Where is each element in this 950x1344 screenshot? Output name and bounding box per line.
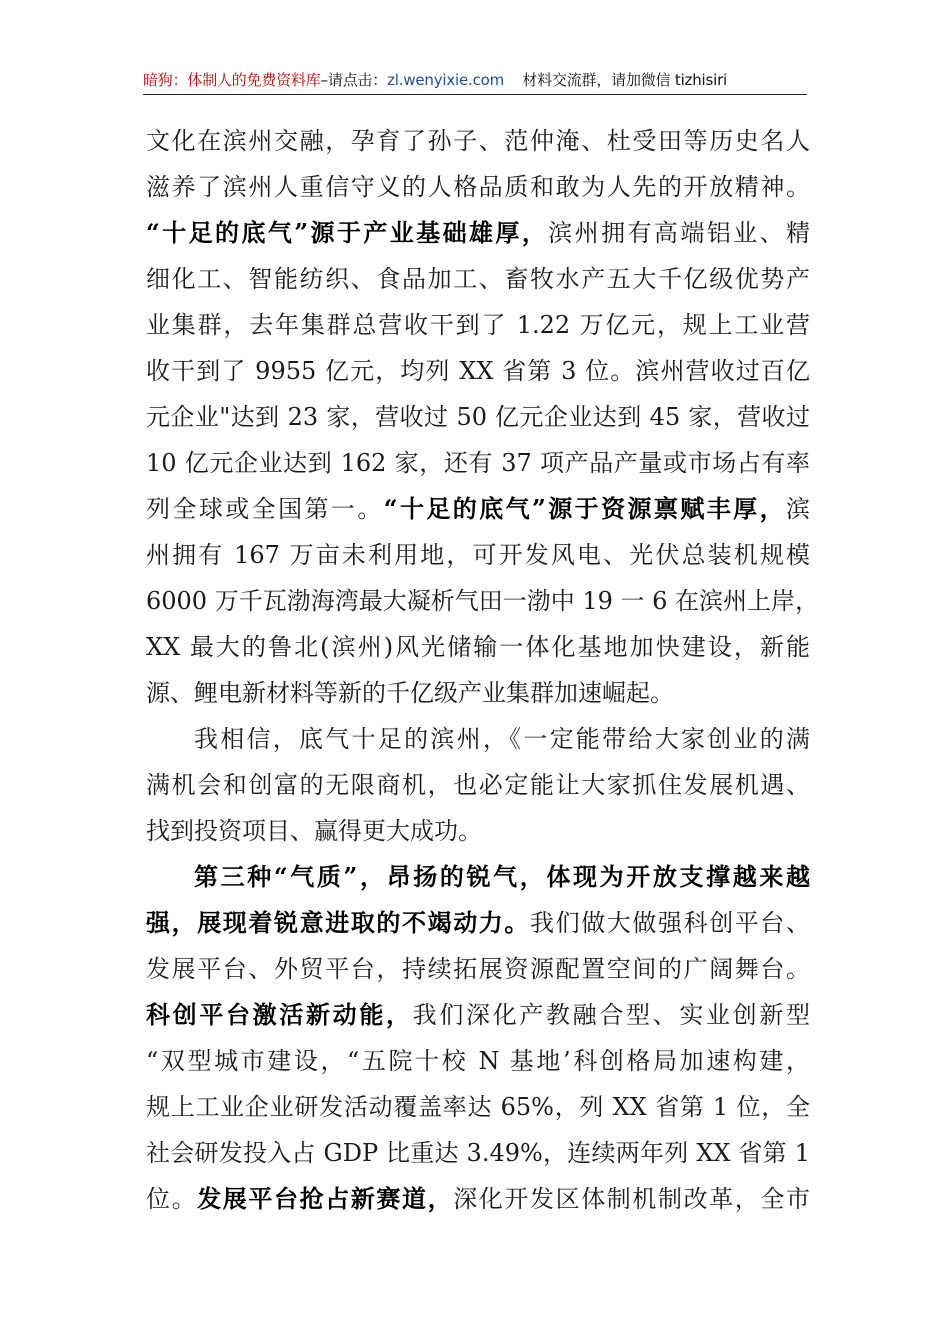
text-span: 滨 xyxy=(786,495,811,523)
text-line: 业集群，去年集群总营收干到了 1.22 万亿元，规上工业营 xyxy=(146,311,810,339)
bold-phrase: 第三种“气质”，昂扬的锐气，体现为开放支撑越来越 xyxy=(194,862,810,891)
text-line: 细化工、智能纺织、食品加工、畜牧水产五大千亿级优势产 xyxy=(146,265,810,293)
header-click-label: –请点击： xyxy=(320,71,388,89)
bold-phrase: 强，展现着锐意进取的不竭动力。 xyxy=(146,908,530,937)
text-line: 源、鲤电新材料等新的千亿级产业集群加速崛起。 xyxy=(146,679,674,707)
text-line: 收干到了 9955 亿元，均列 XX 省第 3 位。滨州营收过百亿 xyxy=(146,357,810,385)
text-line xyxy=(146,900,810,946)
bold-phrase: 发展平台抢占新赛道， xyxy=(197,1184,454,1213)
text-span: 我们深化产教融合型、实业创新型 xyxy=(412,1001,811,1029)
text-line xyxy=(146,854,810,900)
text-line: 规上工业企业研发活动覆盖率达 65%，列 XX 省第 1 位，全 xyxy=(146,1093,810,1121)
text-span: 我们做大做强科创平台、 xyxy=(530,909,810,937)
text-span: 滨州拥有高端铝业、精 xyxy=(548,219,811,247)
text-line: 10 亿元企业达到 162 家，还有 37 项产品产量或市场占有率 xyxy=(146,449,810,477)
text-span: 列全球或全国第一。 xyxy=(146,495,384,523)
bold-phrase: 科创平台激活新动能， xyxy=(146,1000,413,1029)
text-line: 文化在滨州交融，孕育了孙子、范仲淹、杜受田等历史名人 xyxy=(146,127,810,155)
text-line: 我相信，底气十足的滨州，《一定能带给大家创业的满 xyxy=(194,725,810,753)
header-url-link[interactable]: zl.wenyixie.com xyxy=(387,71,505,89)
text-span: 深化开发区体制机制改革，全市 xyxy=(453,1185,811,1213)
text-line xyxy=(146,210,810,256)
text-line: 州拥有 167 万亩未利用地，可开发风电、光伏总装机规模 xyxy=(146,541,810,569)
text-span: 位。 xyxy=(146,1185,198,1213)
page-header xyxy=(143,68,807,95)
document-body xyxy=(146,118,820,1222)
text-line xyxy=(146,486,810,532)
text-line xyxy=(146,992,810,1038)
header-site-name[interactable]: 暗狗：体制人的免费资料库 xyxy=(143,71,321,89)
text-line xyxy=(146,1176,810,1222)
text-line: 6000 万千瓦渤海湾最大凝析气田一渤中 19 一 6 在滨州上岸， xyxy=(146,587,820,615)
text-line: 满机会和创富的无限商机，也必定能让大家抓住发展机遇、 xyxy=(146,771,810,799)
text-line: 元企业"达到 23 家，营收过 50 亿元企业达到 45 家，营收过 xyxy=(146,403,810,431)
bold-phrase: “十足的底气”源于产业基础雄厚， xyxy=(146,218,549,247)
text-line: 找到投资项目、赢得更大成功。 xyxy=(146,817,482,845)
text-line: XX 最大的鲁北(滨州)风光储输一体化基地加快建设，新能 xyxy=(146,633,810,661)
header-wechat-note: 材料交流群，请加微信 tizhisiri xyxy=(522,71,728,89)
bold-phrase: “十足的底气”源于资源禀赋丰厚， xyxy=(383,494,787,523)
text-line: 发展平台、外贸平台，持续拓展资源配置空间的广阔舞台。 xyxy=(146,955,810,983)
text-line: 社会研发投入占 GDP 比重达 3.49%，连续两年列 XX 省第 1 xyxy=(146,1139,810,1167)
text-line: 滋养了滨州人重信守义的人格品质和敢为人先的开放精神。 xyxy=(146,173,810,201)
text-line: “双型城市建设，“五院十校 N 基地’科创格局加速构建， xyxy=(146,1047,810,1075)
